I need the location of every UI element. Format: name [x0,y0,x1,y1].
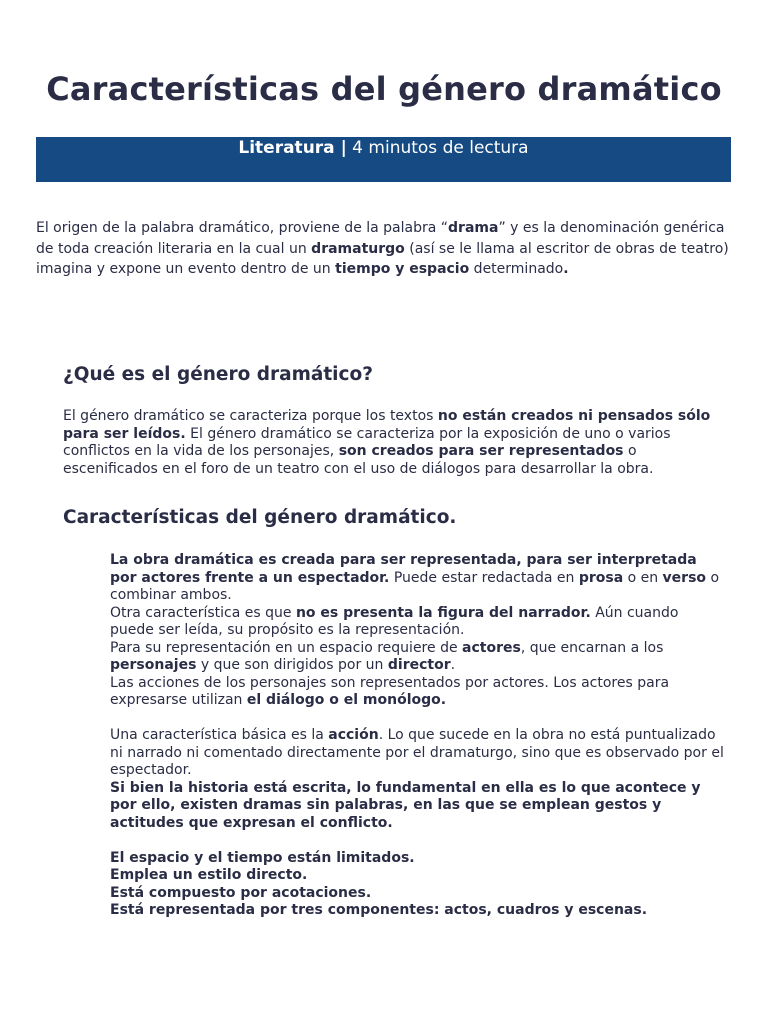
characteristics-list [110,552,725,920]
intro-bold: tiempo y espacio [335,261,470,277]
item-bold: verso [662,569,707,586]
item-text: Puede estar redactada en [389,569,579,586]
para-text: o escenificados en el foro de un teatro con el uso de diálogos para desarrollar la obra. [63,443,654,477]
list-item [110,780,725,833]
list-item [110,552,725,605]
item-bold: Está compuesto por acotaciones. [110,884,372,901]
list-item [110,867,725,885]
list-item [110,885,725,903]
list-item [110,727,725,780]
category-banner [36,137,731,182]
item-bold: El espacio y el tiempo están limitados. [110,849,415,866]
item-text: Una característica básica es la [110,727,329,743]
list-item [110,640,725,675]
page-title: Características del género dramático [46,70,722,108]
intro-bold: . [563,261,569,277]
intro-text: ” y es la denominación genérica de toda creación literaria en la cual un [36,220,725,257]
para-text: El género dramático se caracteriza porque los textos [63,408,438,424]
item-text: . [450,657,456,673]
item-bold: el diálogo o el monólogo. [246,692,447,708]
item-text: Las acciones de los personajes son representados por actores. Los actores para expresarse utilizan [110,674,670,708]
item-text: Para su representación en un espacio requiere de [110,639,463,656]
para-bold: no están creados ni pensados sólo para ser leídos. [63,408,711,442]
section1-paragraph [63,408,723,478]
list-item [110,850,725,868]
section-heading-characteristics: Características del género dramático. [63,507,457,528]
intro-bold: drama [448,220,499,236]
intro-bold: dramaturgo [311,240,405,257]
item-text: Aún cuando puede ser leída, su propósito es la representación. [110,604,679,638]
item-text: o en [623,569,663,586]
intro-text: El origen de la palabra dramático, proviene de la palabra “ [36,220,449,236]
section-heading-what-is: ¿Qué es el género dramático? [63,364,373,385]
item-text: y que son dirigidos por un [196,657,388,673]
list-item [110,605,725,640]
list-item [110,675,725,710]
item-bold: personajes [110,657,197,673]
para-text: El género dramático se caracteriza por la exposición de uno o varios conflictos en la vida de los personajes, [63,425,671,459]
item-bold: prosa [578,569,624,586]
item-text: o combinar ambos. [110,569,720,603]
item-bold: actores [462,639,521,656]
reading-time: 4 minutos de lectura [346,138,529,158]
list-item [110,902,725,920]
item-bold: no es presenta la figura del narrador. [295,604,591,621]
intro-paragraph [36,218,731,280]
item-bold: acción [328,727,379,743]
category-label[interactable]: Literatura | [238,138,347,158]
item-bold: director [387,657,451,673]
item-bold: Si bien la historia está escrita, lo fundamental en ella es lo que acontece y por ello, existen dramas sin palabras, en las que se emplean gestos y actitudes que expresan el conflicto. [110,779,701,831]
item-text: Otra característica es que [110,604,296,621]
intro-text: determinado [469,261,564,277]
item-bold: Está representada por tres componentes: actos, cuadros y escenas. [110,902,648,918]
intro-text: (así se le llama al escritor de obras de teatro) imagina y expone un evento dentro de un [36,240,729,277]
para-bold: son creados para ser representados [338,443,624,459]
item-text: . Lo que sucede en la obra no está puntualizado ni narrado ni comentado directamente por el dramaturgo, sino que es observado por el espectador. [110,727,724,778]
item-bold: Emplea un estilo directo. [110,867,308,883]
item-text: , que encarnan a los [520,639,664,656]
item-bold: La obra dramática es creada para ser representada, para ser interpretada por actores frente a un espectador. [110,552,697,586]
